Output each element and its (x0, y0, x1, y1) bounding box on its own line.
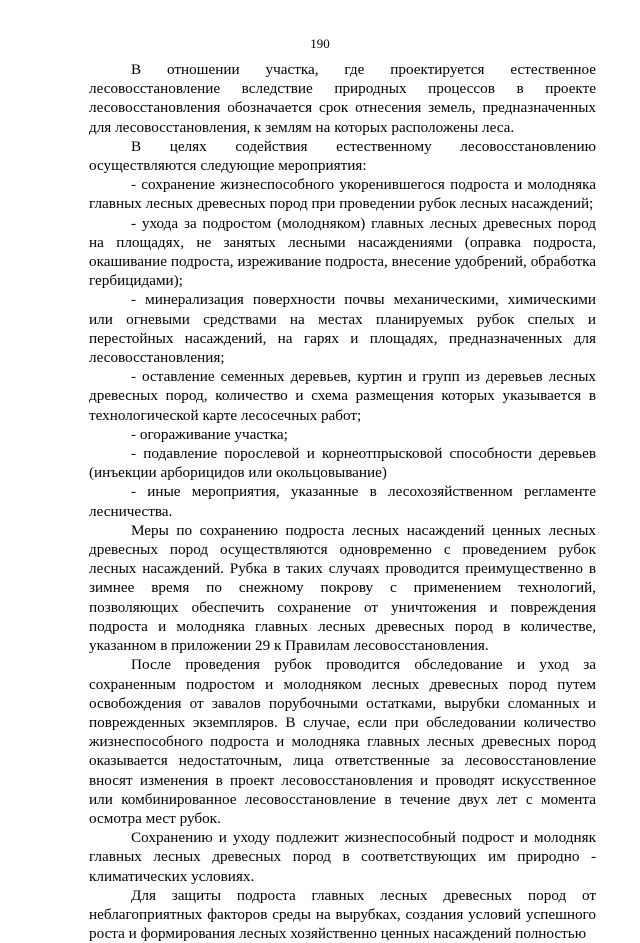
page-number: 190 (310, 36, 330, 51)
paragraph: После проведения рубок проводится обследование и уход за сохраненным подростом и молодняком лесных древесных пород путем освобождения от завалов порубочными остатками, вырубки сломанных и поврежденных экземпляров. В случае, если при обследовании количество жизнеспособного подроста и молодняка главных лесных древесных пород оказывается недостаточным, лица ответственные за лесовосстановление вносят изменения в проект лесовосстановления и проводят искусственное или комбинированное лесовосстановление в течение двух лет с момента осмотра мест рубок. (89, 656, 596, 827)
list-item: - минерализация поверхности почвы механическими, химическими или огневыми средствами на местах планируемых рубок спелых и перестойных насаждений, на гарях и площадях, предназначенных для лесовосстановления; (89, 291, 596, 367)
list-item: - сохранение жизнеспособного укоренившегося подроста и молодняка главных лесных древесных пород при проведении рубок лесных насаждений; (89, 176, 596, 213)
list-item: - ухода за подростом (молодняком) главных лесных древесных пород на площадях, не занятых лесными насаждениями (оправка подроста, окашивание подроста, изреживание подроста, внесение удобрений, обработка гербицидами); (89, 214, 596, 290)
list-item: - иные мероприятия, указанные в лесохозяйственном регламенте лесничества. (89, 483, 596, 520)
list-item: - подавление порослевой и корнеотпрысковой способности деревьев (инъекции арборицидов или окольцовывание) (89, 445, 596, 482)
list-item: - огораживание участка; (131, 425, 288, 443)
paragraph: В целях содействия естественному лесовосстановлению осуществляются следующие мероприятия: (89, 137, 596, 175)
paragraph: Меры по сохранению подроста лесных насаждений ценных лесных древесных пород осуществляются одновременно с проведением рубок лесных насаждений. Рубка в таких случаях проводится преимущественно в зимнее время по снежному покрову с применением технологий, позволяющих обеспечить сохранение от уничтожения и повреждения подроста и молодняка главных лесных древесных пород в количестве, указанном в приложении 29 к Правилам лесовосстановления. (89, 521, 596, 655)
paragraph: Сохранению и уходу подлежит жизнеспособный подрост и молодняк главных лесных древесных пород в соответствующих им природно - климатических условиях. (89, 829, 596, 885)
list-item: - оставление семенных деревьев, куртин и групп из деревьев лесных древесных пород, количество и схема размещения которых указывается в технологической карте лесосечных работ; (89, 368, 596, 424)
paragraph: В отношении участка, где проектируется естественное лесовосстановление вследствие природных процессов в проекте лесовосстановления обозначается срок отнесения земель, предназначенных для лесовосстановления, к землям на которых расположены леса. (89, 61, 596, 136)
document-body (89, 60, 596, 943)
paragraph: Для защиты подроста главных лесных древесных пород от неблагоприятных факторов среды на вырубках, создания условий успешного роста и формирования лесных хозяйственно ценных насаждений полностью (89, 886, 596, 943)
